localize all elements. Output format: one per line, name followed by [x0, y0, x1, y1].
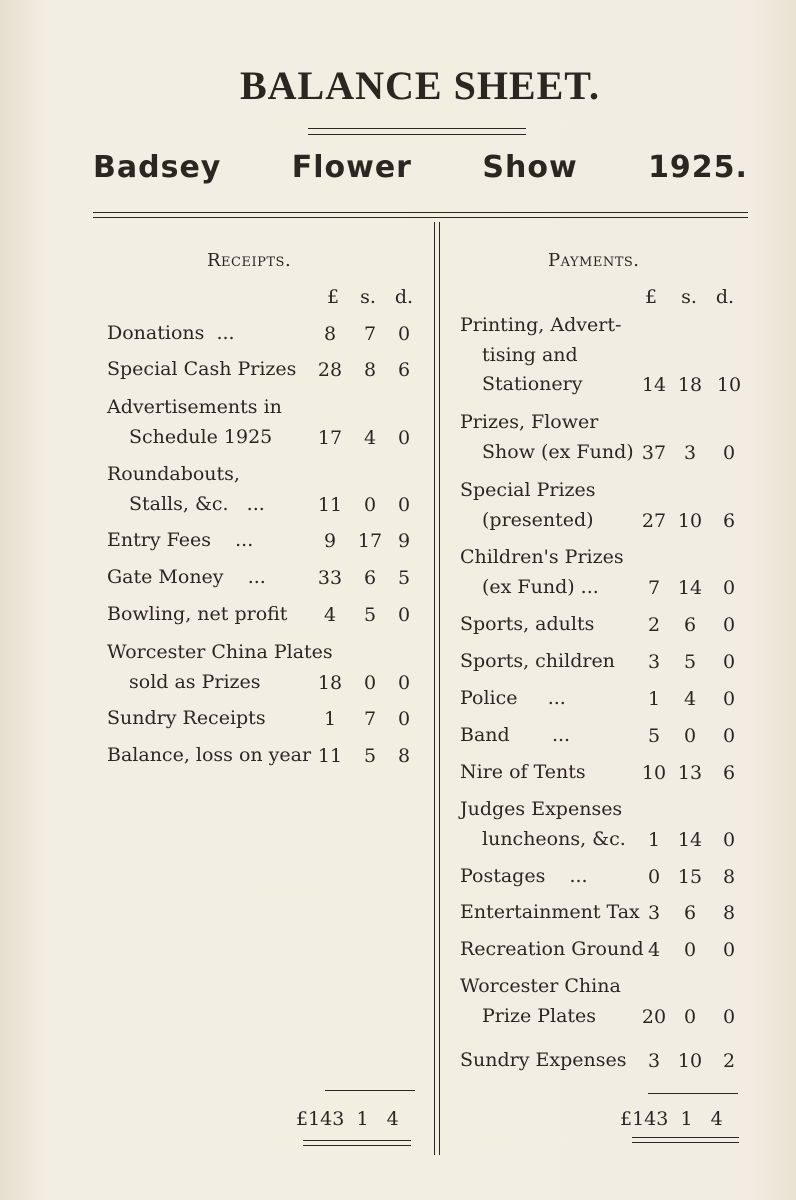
amount-pence: 2: [722, 1050, 736, 1072]
entry-label: tising and: [482, 343, 578, 366]
payments-total-double-rule: [632, 1137, 739, 1143]
amount-shillings: 15: [677, 866, 703, 888]
ledger-entry: [460, 795, 626, 854]
payments-total-rule: [648, 1093, 738, 1094]
entry-label: sold as Prizes: [129, 670, 261, 693]
amount-pence: 0: [397, 671, 411, 694]
ledger-entry: [107, 526, 253, 556]
entry-label: Bowling, net profit: [107, 603, 288, 625]
ledger-entry: [460, 684, 566, 714]
amount-pounds: 33: [317, 567, 343, 589]
amount-shillings: 6: [363, 567, 377, 589]
amount-pence: 5: [397, 567, 411, 589]
amount-pence: 0: [722, 441, 736, 464]
entry-label: Printing, Advert-: [460, 314, 622, 336]
ledger-entry: [460, 647, 615, 677]
receipts-total: [296, 1108, 399, 1130]
amount-pounds: 17: [317, 426, 343, 449]
amount-shillings: 4: [363, 426, 377, 449]
amount-shillings: 0: [363, 671, 377, 694]
amount-pounds: 0: [647, 866, 661, 888]
subtitle-word: 1925.: [648, 150, 748, 185]
amount-pence: 6: [722, 762, 736, 784]
amount-pence: 0: [722, 614, 736, 636]
entry-label: Recreation Ground: [460, 938, 644, 960]
page-title: BALANCE SHEET.: [239, 63, 600, 108]
amount-shillings: 4: [683, 688, 697, 710]
amount-pence: 9: [397, 530, 411, 552]
entry-label: Show (ex Fund): [482, 440, 634, 463]
amount-pence: 8: [397, 745, 411, 767]
amount-shillings: 0: [683, 939, 697, 961]
amount-pence: 0: [722, 576, 736, 599]
amount-shillings: 10: [677, 1050, 703, 1072]
amount-shillings: 0: [683, 725, 697, 747]
ledger-entry: [460, 408, 634, 467]
payments-total: [620, 1108, 723, 1130]
amount-pence: 0: [397, 426, 411, 449]
ledger-entry: [460, 721, 570, 751]
entry-label: Gate Money ...: [107, 566, 266, 588]
entry-label: Donations ...: [107, 322, 235, 344]
entry-label: Special Prizes: [460, 479, 596, 501]
amount-shillings: 6: [683, 614, 697, 636]
amount-pence: 6: [722, 509, 736, 532]
amount-pounds: 7: [647, 576, 661, 599]
unit-pounds: £: [326, 286, 340, 308]
page-subtitle: [93, 150, 748, 185]
amount-pounds: 14: [641, 374, 667, 396]
amount-pence: 0: [722, 1005, 736, 1028]
ledger-entry: [460, 476, 596, 535]
amount-pounds: 1: [647, 828, 661, 851]
ledger-entry: [460, 610, 594, 640]
amount-pounds: 8: [323, 323, 337, 345]
ledger-entry: [460, 543, 624, 602]
entry-label: Prize Plates: [482, 1004, 597, 1027]
amount-pounds: 3: [647, 902, 661, 924]
amount-pounds: 20: [641, 1005, 667, 1028]
ledger-entry: [107, 393, 282, 452]
amount-shillings: 10: [677, 509, 703, 532]
entry-label: Sports, adults: [460, 613, 595, 635]
amount-pounds: 11: [317, 493, 343, 516]
ledger-entry: [107, 319, 235, 349]
amount-pounds: 1: [647, 688, 661, 710]
amount-pounds: 3: [647, 651, 661, 673]
entry-label: Stationery: [482, 373, 583, 395]
total-shillings: 1: [680, 1108, 693, 1130]
unit-shillings: s.: [360, 286, 376, 308]
ledger-entry: [460, 935, 644, 965]
ledger-entry: [460, 862, 588, 892]
amount-shillings: 8: [363, 359, 377, 381]
amount-pence: 0: [397, 708, 411, 730]
ledger-entry: [460, 311, 621, 400]
amount-shillings: 14: [677, 828, 703, 851]
entry-label: Sundry Receipts: [107, 707, 266, 729]
amount-shillings: 13: [677, 762, 703, 784]
amount-shillings: 6: [683, 902, 697, 924]
entry-label: Prizes, Flower: [460, 411, 599, 433]
ledger-entry: [460, 898, 640, 928]
ledger-entry: [107, 600, 287, 630]
subtitle-word: Show: [482, 150, 578, 185]
amount-shillings: 14: [677, 576, 703, 599]
amount-pounds: 18: [317, 671, 343, 694]
ledger-entry: [107, 355, 296, 385]
amount-shillings: 18: [677, 374, 703, 396]
amount-pence: 8: [722, 866, 736, 888]
entry-label: Postages ...: [460, 865, 588, 887]
amount-pounds: 2: [647, 614, 661, 636]
entry-label: (ex Fund) ...: [482, 575, 599, 598]
amount-pence: 0: [397, 323, 411, 345]
entry-label: luncheons, &c.: [482, 827, 626, 850]
ledger-entry: [107, 704, 266, 734]
amount-pence: 0: [722, 725, 736, 747]
amount-pounds: 11: [317, 745, 343, 767]
amount-shillings: 3: [683, 441, 697, 464]
receipts-total-rule: [325, 1090, 415, 1091]
subtitle-word: Badsey: [93, 150, 222, 185]
amount-pence: 10: [716, 374, 742, 396]
amount-pence: 0: [722, 651, 736, 673]
ledger-entry: [107, 638, 333, 697]
entry-label: Schedule 1925: [129, 425, 273, 448]
total-pence: 4: [386, 1108, 399, 1130]
amount-pounds: 37: [641, 441, 667, 464]
entry-label: Children's Prizes: [460, 546, 624, 568]
amount-pounds: 3: [647, 1050, 661, 1072]
amount-pence: 8: [722, 902, 736, 924]
amount-shillings: 7: [363, 708, 377, 730]
amount-pounds: 28: [317, 359, 343, 381]
entry-label: Nire of Tents: [460, 761, 586, 783]
header-double-rule: [93, 212, 748, 218]
amount-shillings: 5: [363, 745, 377, 767]
unit-shillings: s.: [681, 286, 697, 308]
entry-label: (presented): [482, 508, 594, 531]
receipts-heading: Receipts.: [207, 250, 292, 271]
entry-label: Judges Expenses: [460, 798, 623, 820]
amount-pence: 0: [722, 939, 736, 961]
entry-label: Worcester China Plates: [107, 641, 333, 663]
entry-label: Special Cash Prizes: [107, 358, 297, 380]
entry-label: Advertisements in: [107, 396, 282, 418]
ledger-entry: [107, 741, 311, 771]
ledger-entry: [460, 758, 586, 788]
ledger-entry: [107, 563, 266, 593]
title-rule: [308, 128, 526, 135]
amount-shillings: 7: [363, 323, 377, 345]
receipts-total-double-rule: [303, 1140, 411, 1146]
entry-label: Stalls, &c. ...: [129, 492, 265, 515]
entry-label: Police ...: [460, 687, 566, 709]
total-pounds: £143: [620, 1108, 669, 1130]
entry-label: Balance, loss on year: [107, 744, 312, 766]
amount-pence: 6: [397, 359, 411, 381]
unit-pounds: £: [644, 286, 658, 308]
amount-pounds: 4: [323, 604, 337, 626]
entry-label: Entry Fees ...: [107, 529, 254, 551]
amount-pence: 0: [397, 493, 411, 516]
amount-pounds: 4: [647, 939, 661, 961]
total-shillings: 1: [356, 1108, 369, 1130]
amount-pounds: 1: [323, 708, 337, 730]
unit-pence: d.: [394, 286, 414, 308]
amount-pence: 0: [397, 604, 411, 626]
subtitle-word: Flower: [291, 150, 412, 185]
amount-shillings: 5: [683, 651, 697, 673]
entry-label: Worcester China: [460, 975, 621, 997]
total-pounds: £143: [296, 1108, 345, 1130]
amount-pounds: 9: [323, 530, 337, 552]
ledger-entry: [460, 972, 621, 1031]
amount-pounds: 5: [647, 725, 661, 747]
entry-label: Roundabouts,: [107, 463, 240, 485]
entry-label: Band ...: [460, 724, 571, 746]
unit-pence: d.: [715, 286, 735, 308]
amount-shillings: 0: [683, 1005, 697, 1028]
amount-shillings: 17: [357, 530, 383, 552]
amount-shillings: 0: [363, 493, 377, 516]
amount-pounds: 27: [641, 509, 667, 532]
ledger-entry: [107, 460, 265, 519]
ledger-entry: [460, 1046, 626, 1076]
total-pence: 4: [710, 1108, 723, 1130]
amount-pence: 0: [722, 828, 736, 851]
entry-label: Sundry Expenses: [460, 1049, 627, 1071]
amount-pounds: 10: [641, 762, 667, 784]
entry-label: Entertainment Tax: [460, 901, 640, 923]
entry-label: Sports, children: [460, 650, 615, 672]
column-divider: [434, 222, 440, 1155]
payments-heading: Payments.: [548, 250, 640, 271]
amount-shillings: 5: [363, 604, 377, 626]
amount-pence: 0: [722, 688, 736, 710]
